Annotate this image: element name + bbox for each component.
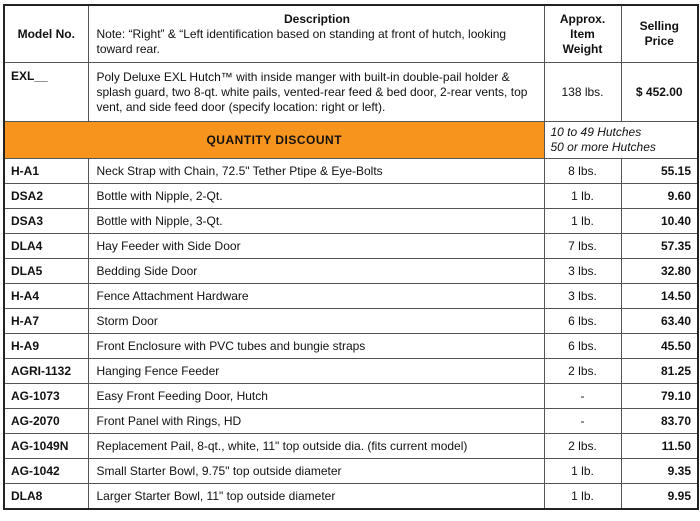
item-price: 63.40 [621, 309, 698, 334]
table-row [4, 459, 698, 484]
table-row [4, 409, 698, 434]
item-price: 79.10 [621, 384, 698, 409]
item-model: AG-1049N [4, 434, 88, 459]
item-description: Bottle with Nipple, 2-Qt. [88, 184, 544, 209]
item-description: Hanging Fence Feeder [88, 359, 544, 384]
quantity-discount-row [4, 122, 698, 159]
main-item-row [4, 63, 698, 122]
table-row [4, 384, 698, 409]
main-item-price: $ 452.00 [621, 63, 698, 122]
table-row [4, 359, 698, 384]
header-price: Selling Price [621, 5, 698, 63]
item-description: Front Enclosure with PVC tubes and bungie straps [88, 334, 544, 359]
table-row [4, 309, 698, 334]
header-description-note: Note: “Right” & “Left identification based on standing at front of hutch, looking toward rear. [96, 26, 507, 56]
item-weight: - [544, 409, 621, 434]
item-model: AG-1042 [4, 459, 88, 484]
item-price: 81.25 [621, 359, 698, 384]
item-model: DSA3 [4, 209, 88, 234]
quantity-discount-label: QUANTITY DISCOUNT [4, 122, 544, 159]
item-price: 32.80 [621, 259, 698, 284]
table-row [4, 434, 698, 459]
item-model: DSA2 [4, 184, 88, 209]
item-weight: 6 lbs. [544, 334, 621, 359]
item-description: Bedding Side Door [88, 259, 544, 284]
item-weight: 2 lbs. [544, 434, 621, 459]
item-model: H-A4 [4, 284, 88, 309]
main-item-description: Poly Deluxe EXL Hutch™ with inside manger with built-in double-pail holder & splash guard, two 8-qt. white pails, vented-rear feed & bed door, 2-rear vents, top vent, and side feed door (specify location: right or left). [88, 63, 544, 122]
discount-tier-2: 50 or more Hutches [550, 140, 656, 154]
item-price: 55.15 [621, 159, 698, 184]
item-weight: 8 lbs. [544, 159, 621, 184]
quantity-discount-tiers [544, 122, 698, 159]
item-description: Easy Front Feeding Door, Hutch [88, 384, 544, 409]
table-row [4, 209, 698, 234]
price-table-body [4, 5, 698, 509]
header-row [4, 5, 698, 63]
item-description: Small Starter Bowl, 9.75" top outside diameter [88, 459, 544, 484]
item-weight: 1 lb. [544, 484, 621, 510]
item-weight: 7 lbs. [544, 234, 621, 259]
main-item-model: EXL__ [4, 63, 88, 122]
item-price: 14.50 [621, 284, 698, 309]
price-table [3, 4, 699, 510]
item-model: DLA5 [4, 259, 88, 284]
item-description: Bottle with Nipple, 3-Qt. [88, 209, 544, 234]
item-description: Front Panel with Rings, HD [88, 409, 544, 434]
item-model: DLA8 [4, 484, 88, 510]
item-price: 11.50 [621, 434, 698, 459]
table-row [4, 259, 698, 284]
item-description: Fence Attachment Hardware [88, 284, 544, 309]
item-weight: 1 lb. [544, 459, 621, 484]
item-description: Storm Door [88, 309, 544, 334]
item-weight: 1 lb. [544, 209, 621, 234]
item-model: H-A1 [4, 159, 88, 184]
table-row [4, 334, 698, 359]
item-description: Larger Starter Bowl, 11" top outside diameter [88, 484, 544, 510]
item-model: DLA4 [4, 234, 88, 259]
header-model: Model No. [4, 5, 88, 63]
item-price: 9.95 [621, 484, 698, 510]
item-price: 57.35 [621, 234, 698, 259]
item-price: 45.50 [621, 334, 698, 359]
item-weight: - [544, 384, 621, 409]
header-description [88, 5, 544, 63]
main-item-weight: 138 lbs. [544, 63, 621, 122]
item-weight: 6 lbs. [544, 309, 621, 334]
item-description: Replacement Pail, 8-qt., white, 11" top outside dia. (fits current model) [88, 434, 544, 459]
header-description-title: Description [283, 11, 350, 26]
header-weight: Approx. Item Weight [544, 5, 621, 63]
item-weight: 3 lbs. [544, 259, 621, 284]
item-price: 9.60 [621, 184, 698, 209]
item-weight: 3 lbs. [544, 284, 621, 309]
item-model: H-A7 [4, 309, 88, 334]
table-row [4, 159, 698, 184]
item-price: 83.70 [621, 409, 698, 434]
item-weight: 1 lb. [544, 184, 621, 209]
item-description: Neck Strap with Chain, 72.5" Tether Ptipe & Eye-Bolts [88, 159, 544, 184]
table-row [4, 284, 698, 309]
item-model: AG-2070 [4, 409, 88, 434]
item-price: 9.35 [621, 459, 698, 484]
item-description: Hay Feeder with Side Door [88, 234, 544, 259]
item-weight: 2 lbs. [544, 359, 621, 384]
table-row [4, 234, 698, 259]
item-model: H-A9 [4, 334, 88, 359]
item-model: AG-1073 [4, 384, 88, 409]
discount-tier-1: 10 to 49 Hutches [550, 125, 642, 139]
item-price: 10.40 [621, 209, 698, 234]
table-row [4, 184, 698, 209]
item-model: AGRI-1132 [4, 359, 88, 384]
table-row [4, 484, 698, 510]
